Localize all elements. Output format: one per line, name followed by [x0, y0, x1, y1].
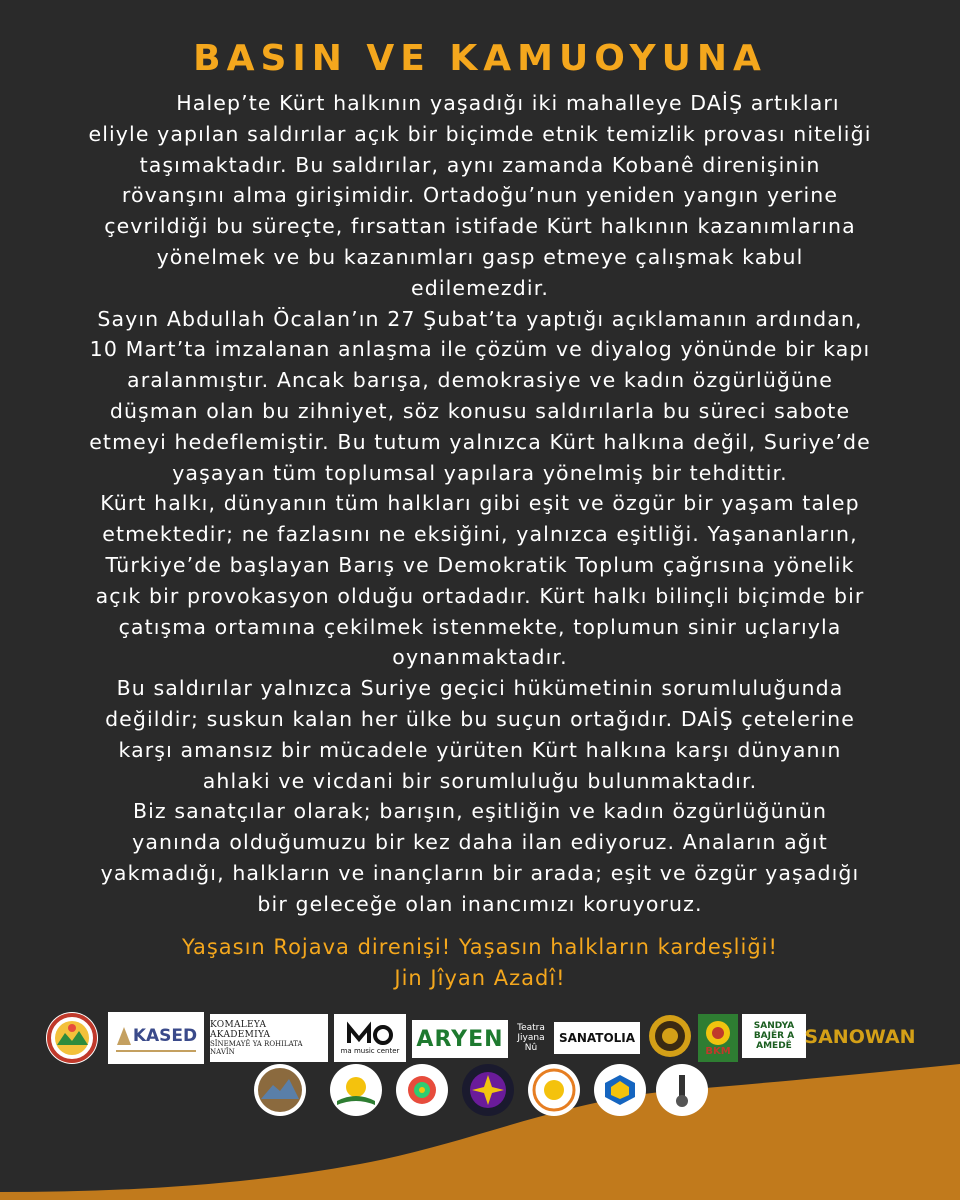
sanowan-text: SANOWAN	[804, 1026, 916, 1048]
aryen-logo	[412, 1020, 508, 1058]
sanatolia-text: SANATOLIA	[558, 1031, 636, 1045]
statement-line: aralanmıştır. Ancak barışa, demokrasiye ve kadın özgürlüğüne	[127, 368, 833, 393]
sandya-bajer-amede-logo	[742, 1014, 806, 1058]
logos-row-bottom	[0, 1062, 960, 1142]
page-title: BASIN VE KAMUOYUNA	[193, 38, 767, 79]
statement-line: Türkiye’de başlayan Barış ve Demokratik Toplum çağrısına yönelik	[105, 552, 855, 577]
star-emblem-logo	[460, 1062, 516, 1118]
round-emblem-logo	[648, 1014, 692, 1058]
statement-line: oynanmaktadır.	[392, 645, 568, 670]
statement-line: 10 Mart’ta imzalanan anlaşma ile çözüm ve diyalog yönünde bir kapı	[89, 337, 871, 362]
bkm-logo	[698, 1014, 738, 1062]
slogans	[0, 932, 960, 994]
statement-line: bir geleceğe olan inancımızı koruyoruz.	[257, 891, 703, 916]
statement-line: Halep’te Kürt halkının yaşadığı iki mahalleye DAİŞ artıkları	[176, 91, 840, 115]
statement-line: rövanşını alma girişimidir. Ortadoğu’nun yeniden yangın yerine	[121, 183, 839, 208]
statement-line: etmektedir; ne fazlasını ne eksiğini, yalnızca eşitliği. Yaşananların,	[102, 522, 858, 547]
statement-line: Bu saldırılar yalnızca Suriye geçici hükümetinin sorumluluğunda	[116, 676, 844, 701]
sun-emblem-logo	[328, 1062, 384, 1118]
sandya-text-2: BAJÊR A	[753, 1031, 795, 1041]
slogan-line: Yaşasın Rojava direnişi! Yaşasın halkların kardeşliği!	[182, 935, 778, 959]
teatra-text-3: Nû	[524, 1043, 538, 1053]
statement-line: yaşayan tüm toplumsal yapılara yönelmiş bir tehdittir.	[172, 460, 788, 485]
festival-emblem-logo	[394, 1062, 450, 1118]
statement-body	[60, 88, 900, 920]
komaleya-text-1: KOMALEYA AKADEMIYA	[210, 1020, 271, 1040]
statement-line: çatışma ortamına çekilmek istenmekte, toplumun sinir uçlarıyla	[118, 614, 842, 639]
bkm-text: BKM	[705, 1045, 731, 1057]
teatra-jiyana-nu-logo	[512, 1014, 550, 1062]
teatra-text-1: Teatra	[517, 1023, 545, 1033]
sandya-text-3: AMEDÊ	[756, 1041, 792, 1051]
sandya-text-1: SANDYA	[753, 1021, 795, 1031]
kased-logo	[108, 1012, 204, 1064]
statement-line: karşı amansız bir mücadele yürüten Kürt halkına karşı dünyanın	[118, 737, 842, 762]
statement-line: Kürt halkı, dünyanın tüm halkları gibi eşit ve özgür bir yaşam talep	[100, 491, 860, 516]
geometric-emblem-logo	[592, 1062, 648, 1118]
statement-line: taşımaktadır. Bu saldırılar, aynı zamanda Kobanê direnişinin	[139, 152, 821, 177]
ma-music-text: ma music center	[340, 1047, 400, 1055]
statement-line: edilemezdir.	[411, 275, 549, 300]
statement-line: yanında olduğumuzu bir kez daha ilan ediyoruz. Anaların ağıt	[132, 830, 828, 855]
statement-line: çevrildiği bu süreçte, fırsattan istifade Kürt halkının kazanımlarına	[104, 214, 856, 239]
statement-line: ahlaki ve vicdani bir sorumluluğu bulunmaktadır.	[202, 768, 758, 793]
statement-line: açık bir provokasyon olduğu ortadadır. Kürt halkı bilinçli biçimde bir	[95, 583, 865, 608]
statement-line: değildir; suskun kalan her ülke bu suçun ortağıdır. DAİŞ çetelerine	[105, 706, 855, 731]
statement-line: Biz sanatçılar olarak; barışın, eşitliğin ve kadın özgürlüğünün	[132, 799, 828, 824]
slogan-line: Jin Jîyan Azadî!	[394, 966, 566, 990]
statement-line: yakmadığı, halkların ve inançların bir arada; eşit ve özgür yaşadığı	[100, 860, 860, 885]
sanowan-logo	[804, 1018, 916, 1056]
statement-line: düşman olan bu zihniyet, söz konusu saldırılarla bu süreci sabote	[109, 398, 851, 423]
komaleya-logo	[210, 1014, 328, 1062]
statement-line: etmeyi hedeflemiştir. Bu tutum yalnızca Kürt halkına değil, Suriye’de	[89, 429, 871, 454]
kased-text: KASED	[132, 1025, 198, 1046]
teatra-text-2: Jiyana	[517, 1033, 545, 1043]
statement-line: yönelmek ve bu kazanımları gasp etmeye çalışmak kabul	[156, 244, 804, 269]
ma-music-logo	[334, 1014, 406, 1062]
sanatolia-logo	[554, 1022, 640, 1054]
mountain-emblem-logo	[252, 1062, 308, 1118]
instrument-emblem-logo	[654, 1062, 710, 1118]
circle-emblem-logo	[44, 1010, 100, 1066]
komaleya-text-2: SÎNEMAYÊ YA ROHILATA NAVÎN	[210, 1040, 303, 1056]
sun-rays-emblem-logo	[526, 1062, 582, 1118]
statement-line: eliyle yapılan saldırılar açık bir biçimde etnik temizlik provası niteliği	[88, 121, 872, 146]
aryen-text: ARYEN	[416, 1026, 504, 1052]
statement-line: Sayın Abdullah Öcalan’ın 27 Şubat’ta yaptığı açıklamanın ardından,	[97, 306, 863, 331]
